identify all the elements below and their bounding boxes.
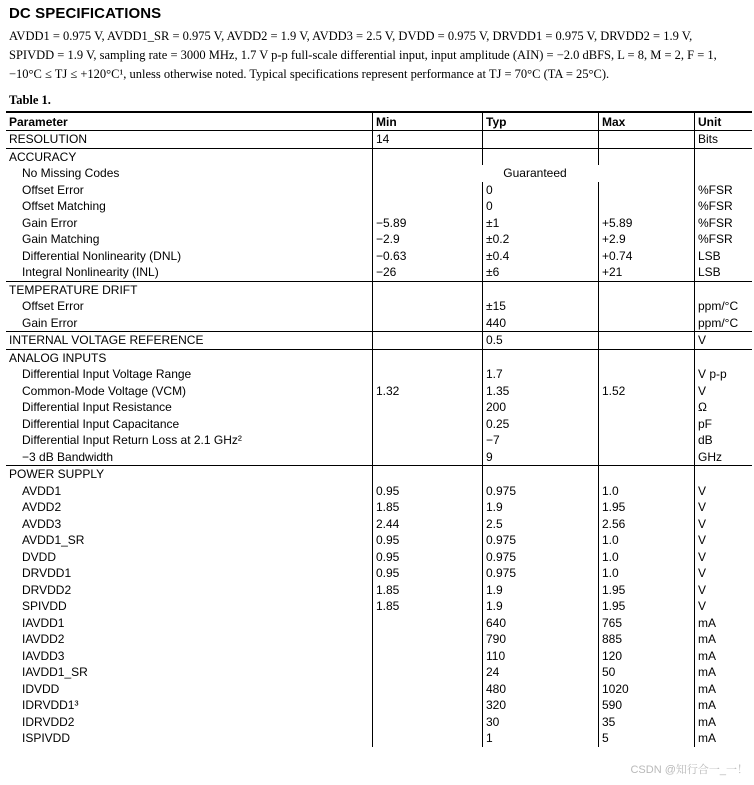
row-max: [599, 131, 695, 149]
table-row: [6, 366, 752, 383]
table-row: [6, 264, 752, 281]
row-min: 0.95: [373, 483, 483, 500]
row-unit: mA: [695, 730, 753, 747]
row-param: Integral Nonlinearity (INL): [22, 265, 159, 280]
row-unit: mA: [695, 697, 753, 714]
table-row: [6, 730, 752, 747]
row-typ: 0.975: [483, 483, 599, 500]
row-unit: %FSR: [695, 198, 753, 215]
row-param: DRVDD2: [22, 582, 72, 597]
table-row: [6, 532, 752, 549]
table-row: [6, 697, 752, 714]
row-max: 1.95: [599, 582, 695, 599]
header-unit: Unit: [695, 112, 753, 131]
table-row: [6, 598, 752, 615]
row-unit: V: [695, 516, 753, 533]
table-row: [6, 182, 752, 199]
table-row: [6, 231, 752, 248]
row-unit: GHz: [695, 449, 753, 466]
section-header-row: [6, 281, 752, 298]
row-typ: 640: [483, 615, 599, 632]
row-max: 1.52: [599, 383, 695, 400]
table-row: [6, 315, 752, 332]
row-param: INTERNAL VOLTAGE REFERENCE: [6, 332, 373, 350]
row-typ: ±6: [483, 264, 599, 281]
conditions-description: [9, 27, 749, 84]
row-unit: V: [695, 532, 753, 549]
table-row: [6, 714, 752, 731]
header-min: Min: [373, 112, 483, 131]
row-param: Offset Matching: [22, 199, 106, 214]
row-min: −2.9: [373, 231, 483, 248]
row-unit: LSB: [695, 264, 753, 281]
row-max: +0.74: [599, 248, 695, 265]
table-header-row: [6, 112, 752, 131]
row-min: −0.63: [373, 248, 483, 265]
section-label: ACCURACY: [6, 148, 373, 165]
watermark: CSDN @知行合一_一！: [630, 764, 748, 776]
row-param: Gain Error: [22, 315, 78, 330]
row-unit: Ω: [695, 399, 753, 416]
row-param: SPIVDD: [22, 599, 67, 614]
row-unit: LSB: [695, 248, 753, 265]
table-label: Table 1.: [9, 93, 51, 107]
spec-table: [6, 111, 752, 747]
row-param: RESOLUTION: [6, 131, 373, 149]
row-param: Differential Input Return Loss at 2.1 GHz²: [22, 433, 242, 448]
row-typ: ±15: [483, 298, 599, 315]
row-unit: %FSR: [695, 182, 753, 199]
section-label: ANALOG INPUTS: [6, 349, 373, 366]
row-unit: V: [695, 598, 753, 615]
row-param: IAVDD1_SR: [22, 665, 88, 680]
row-unit: mA: [695, 631, 753, 648]
row-max: 50: [599, 664, 695, 681]
table-row: [6, 131, 752, 149]
row-typ: 110: [483, 648, 599, 665]
row-param: AVDD3: [22, 516, 62, 531]
row-min: −5.89: [373, 215, 483, 232]
table-row: [6, 215, 752, 232]
section-label: POWER SUPPLY: [6, 466, 373, 483]
row-typ: 1.35: [483, 383, 599, 400]
row-max: 765: [599, 615, 695, 632]
row-min: 1.85: [373, 582, 483, 599]
section-label: TEMPERATURE DRIFT: [6, 281, 373, 298]
row-typ: 2.5: [483, 516, 599, 533]
row-typ: 24: [483, 664, 599, 681]
row-max: 2.56: [599, 516, 695, 533]
row-param: AVDD1_SR: [22, 533, 85, 548]
row-param: AVDD1: [22, 483, 62, 498]
row-guaranteed: Guaranteed: [373, 165, 695, 182]
table-row: [6, 664, 752, 681]
row-param: Gain Error: [22, 215, 78, 230]
row-typ: 320: [483, 697, 599, 714]
row-unit: mA: [695, 681, 753, 698]
row-min: 0.95: [373, 532, 483, 549]
header-max: Max: [599, 112, 695, 131]
description-line-2: SPIVDD = 1.9 V, sampling rate = 3000 MHz, 1.7 V p-p full-scale differential input, input amplitude (AIN) = −2.0 dBFS, L = 8, M = 2, F = 1,: [9, 48, 717, 62]
row-param: Offset Error: [22, 182, 84, 197]
row-typ: 1.9: [483, 582, 599, 599]
row-unit: mA: [695, 615, 753, 632]
row-typ: 1.9: [483, 598, 599, 615]
row-typ: 0.5: [483, 332, 599, 350]
row-min: 14: [373, 131, 483, 149]
table-row: [6, 615, 752, 632]
row-max: 120: [599, 648, 695, 665]
row-typ: 0: [483, 198, 599, 215]
table-row: [6, 416, 752, 433]
row-param: IAVDD3: [22, 648, 65, 663]
row-typ: 1: [483, 730, 599, 747]
row-min: 1.85: [373, 499, 483, 516]
row-typ: 480: [483, 681, 599, 698]
row-typ: [483, 131, 599, 149]
row-min: 1.85: [373, 598, 483, 615]
row-min: −26: [373, 264, 483, 281]
row-typ: 790: [483, 631, 599, 648]
row-param: Differential Input Voltage Range: [22, 367, 192, 382]
row-typ: 9: [483, 449, 599, 466]
row-max: 1.0: [599, 549, 695, 566]
row-typ: 440: [483, 315, 599, 332]
row-unit: V: [695, 383, 753, 400]
row-typ: 1.9: [483, 499, 599, 516]
row-max: 1.95: [599, 499, 695, 516]
header-parameter: Parameter: [6, 112, 373, 131]
description-line-1: AVDD1 = 0.975 V, AVDD1_SR = 0.975 V, AVDD2 = 1.9 V, AVDD3 = 2.5 V, DVDD = 0.975 V, DRVDD1 = 0.975 V, DRVDD2 = 1.9 V,: [9, 29, 693, 43]
section-header-row: [6, 349, 752, 366]
page-title: DC SPECIFICATIONS: [9, 5, 162, 22]
row-param: DRVDD1: [22, 566, 72, 581]
row-param: Common-Mode Voltage (VCM): [22, 383, 187, 398]
row-typ: ±0.2: [483, 231, 599, 248]
row-unit: V: [695, 582, 753, 599]
table-row: [6, 582, 752, 599]
table-row: [6, 549, 752, 566]
table-row: [6, 198, 752, 215]
table-row: [6, 449, 752, 466]
table-row: [6, 332, 752, 350]
table-row: [6, 483, 752, 500]
table-row: [6, 516, 752, 533]
row-unit: V: [695, 332, 753, 350]
row-unit: V: [695, 549, 753, 566]
row-typ: ±0.4: [483, 248, 599, 265]
row-typ: 0: [483, 182, 599, 199]
row-unit: mA: [695, 714, 753, 731]
table-row: [6, 499, 752, 516]
row-param: Gain Matching: [22, 232, 100, 247]
section-header-row: [6, 466, 752, 483]
table-row: [6, 681, 752, 698]
table-row: [6, 383, 752, 400]
row-unit: %FSR: [695, 215, 753, 232]
row-typ: 0.25: [483, 416, 599, 433]
row-param: IAVDD2: [22, 632, 65, 647]
row-param: Offset Error: [22, 299, 84, 314]
table-row: [6, 298, 752, 315]
row-max: 1.0: [599, 565, 695, 582]
row-param: −3 dB Bandwidth: [22, 449, 114, 464]
row-max: +5.89: [599, 215, 695, 232]
row-typ: 0.975: [483, 549, 599, 566]
row-typ: 30: [483, 714, 599, 731]
row-max: 5: [599, 730, 695, 747]
table-row: [6, 565, 752, 582]
row-max: 1.0: [599, 483, 695, 500]
row-typ: 0.975: [483, 565, 599, 582]
row-unit: %FSR: [695, 231, 753, 248]
row-typ: ±1: [483, 215, 599, 232]
table-row: [6, 399, 752, 416]
row-param: IDRVDD1³: [22, 698, 79, 713]
row-unit: dB: [695, 432, 753, 449]
row-typ: −7: [483, 432, 599, 449]
row-max: 1.0: [599, 532, 695, 549]
row-param: IAVDD1: [22, 615, 65, 630]
row-unit: mA: [695, 648, 753, 665]
row-unit: ppm/°C: [695, 315, 753, 332]
section-header-row: [6, 148, 752, 165]
row-max: 590: [599, 697, 695, 714]
row-unit: V: [695, 565, 753, 582]
row-unit: pF: [695, 416, 753, 433]
row-min: 0.95: [373, 565, 483, 582]
row-param: Differential Nonlinearity (DNL): [22, 248, 182, 263]
table-row: [6, 648, 752, 665]
row-max: 35: [599, 714, 695, 731]
row-max: 1020: [599, 681, 695, 698]
row-param: Differential Input Capacitance: [22, 416, 180, 431]
row-max: +21: [599, 264, 695, 281]
table-row: [6, 631, 752, 648]
table-row: [6, 432, 752, 449]
row-min: 1.32: [373, 383, 483, 400]
row-param: Differential Input Resistance: [22, 400, 172, 415]
row-param: IDRVDD2: [22, 714, 75, 729]
table-row: [6, 165, 752, 182]
row-max: +2.9: [599, 231, 695, 248]
row-unit: ppm/°C: [695, 298, 753, 315]
row-max: 885: [599, 631, 695, 648]
row-unit: V: [695, 499, 753, 516]
row-min: 2.44: [373, 516, 483, 533]
row-param: AVDD2: [22, 500, 62, 515]
row-typ: 200: [483, 399, 599, 416]
table-row: [6, 248, 752, 265]
row-typ: 1.7: [483, 366, 599, 383]
row-unit: V p-p: [695, 366, 753, 383]
description-line-3: −10°C ≤ TJ ≤ +120°C¹, unless otherwise noted. Typical specifications represent performance at TJ = 70°C (TA = 25°C).: [9, 67, 610, 81]
row-param: No Missing Codes: [22, 166, 120, 181]
row-min: 0.95: [373, 549, 483, 566]
row-param: ISPIVDD: [22, 731, 71, 746]
row-unit: V: [695, 483, 753, 500]
row-unit: mA: [695, 664, 753, 681]
row-param: DVDD: [22, 549, 57, 564]
row-unit: Bits: [695, 131, 753, 149]
row-max: 1.95: [599, 598, 695, 615]
row-typ: 0.975: [483, 532, 599, 549]
row-param: IDVDD: [22, 681, 60, 696]
header-typ: Typ: [483, 112, 599, 131]
